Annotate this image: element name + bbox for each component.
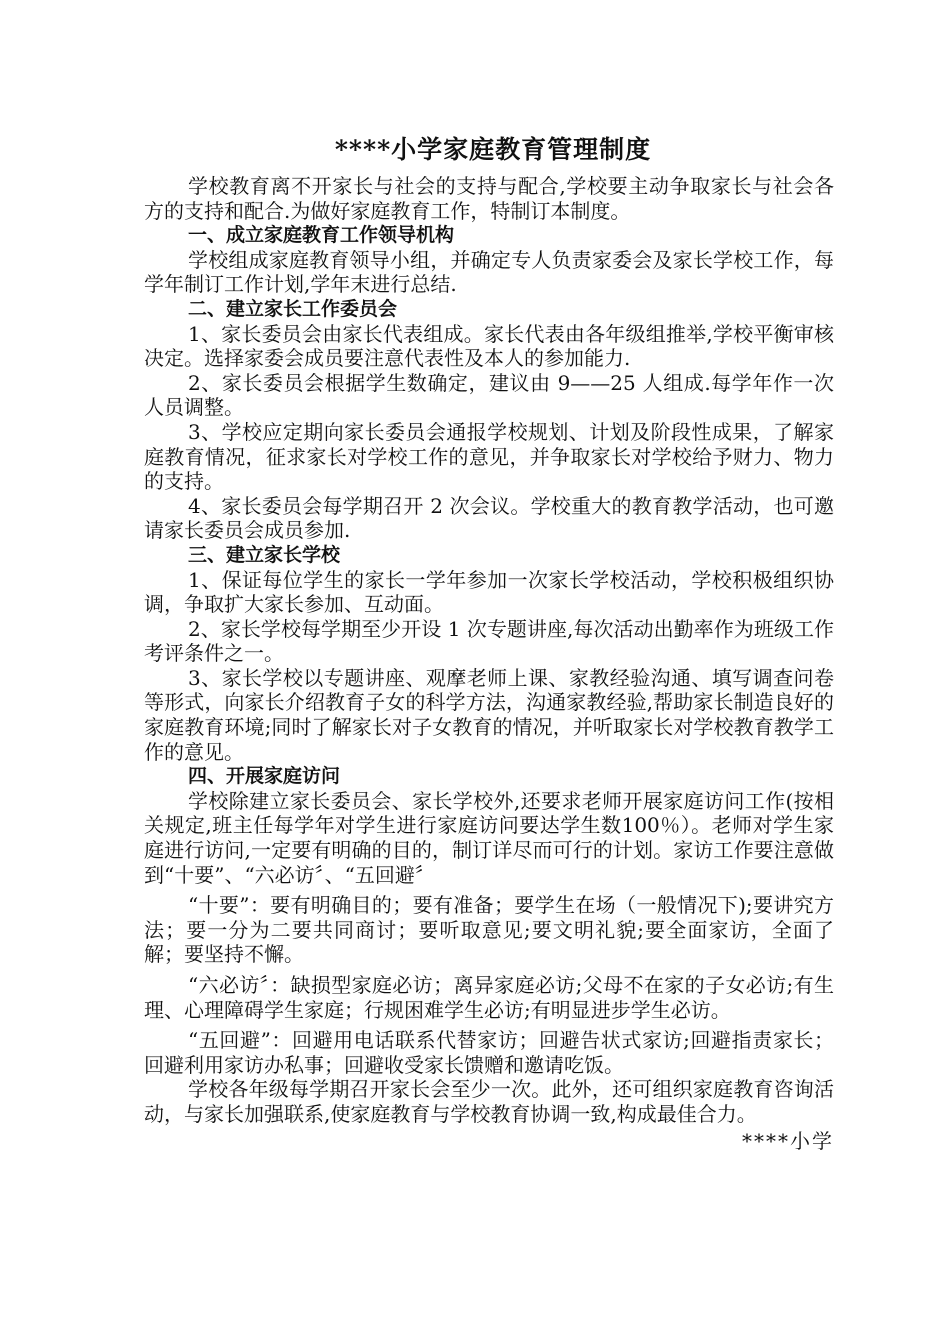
document-body	[144, 174, 834, 1153]
section-2-paragraph-3: 3、学校应定期向家长委员会通报学校规划、计划及阶段性成果，了解家庭教育情况，征求家长对学校工作的意见，并争取家长对学校给予财力、物力的支持。	[144, 419, 834, 494]
signature: ****小学	[742, 1128, 834, 1153]
document-title: ****小学家庭教育管理制度	[334, 135, 652, 164]
section-3-paragraph-1: 1、保证每位学生的家长一学年参加一次家长学校活动，学校积极组织协调，争取扩大家长参加、互动面。	[144, 567, 834, 617]
intro-paragraph: 学校教育离不开家长与社会的支持与配合,学校要主动争取家长与社会各方的支持和配合.为做好家庭教育工作，特制订本制度。	[144, 174, 834, 223]
section-1-heading: 一、成立家庭教育工作领导机构	[188, 224, 455, 247]
section-3-heading: 三、建立家长学校	[188, 543, 341, 566]
section-4-paragraph-4: “五回避”：回避用电话联系代替家访；回避告状式家访;回避指责家长；回避利用家访办私事；回避收受家长馈赠和邀请吃饭。	[144, 1028, 834, 1077]
section-4-paragraph-3: “六必访〞：缺损型家庭必访；离异家庭必访;父母不在家的子女必访;有生理、心理障碍学生家庭；行规困难学生必访;有明显进步学生必访。	[144, 973, 834, 1022]
section-3-paragraph-2: 2、家长学校每学期至少开设 1 次专题讲座,每次活动出勤率作为班级工作考评条件之一。	[144, 616, 834, 666]
section-4-paragraph-5: 学校各年级每学期召开家长会至少一次。此外，还可组织家庭教育咨询活动，与家长加强联系,使家庭教育与学校教育协调一致,构成最佳合力。	[144, 1077, 834, 1126]
section-2-paragraph-4: 4、家长委员会每学期召开 2 次会议。学校重大的教育教学活动，也可邀请家长委员会成员参加.	[144, 493, 834, 543]
section-4-paragraph-2: “十要”：要有明确目的；要有准备；要学生在场（一般情况下);要讲究方法；要一分为二要共同商讨；要听取意见;要文明礼貌;要全面家访，全面了解；要坚持不懈。	[144, 893, 834, 967]
section-1-paragraph-1: 学校组成家庭教育领导小组，并确定专人负责家委会及家长学校工作，每学年制订工作计划,学年末进行总结.	[144, 247, 834, 297]
section-4-paragraph-1: 学校除建立家长委员会、家长学校外,还要求老师开展家庭访问工作(按相关规定,班主任每学年对学生进行家庭访问要达学生数100％）。老师对学生家庭进行访问,一定要有明确的目的，制订详尽而可行的计划。家访工作要注意做到“十要”、“六必访〞、“五回避〞	[144, 788, 834, 887]
section-2-heading: 二、建立家长工作委员会	[188, 297, 398, 320]
section-2-paragraph-2: 2、家长委员会根据学生数确定，建议由 9——25 人组成.每学年作一次人员调整。	[144, 370, 834, 420]
section-3-paragraph-3: 3、家长学校以专题讲座、观摩老师上课、家教经验沟通、填写调查问卷等形式，向家长介绍教育子女的科学方法，沟通家教经验,帮助家长制造良好的家庭教育环境;同时了解家长对子女教育的情况，并听取家长对学校教育教学工作的意见。	[144, 665, 834, 764]
document-page	[144, 132, 834, 1153]
section-2-paragraph-1: 1、家长委员会由家长代表组成。家长代表由各年级组推举,学校平衡审核决定。选择家委会成员要注意代表性及本人的参加能力.	[144, 321, 834, 371]
section-4-heading: 四、开展家庭访问	[188, 765, 341, 788]
